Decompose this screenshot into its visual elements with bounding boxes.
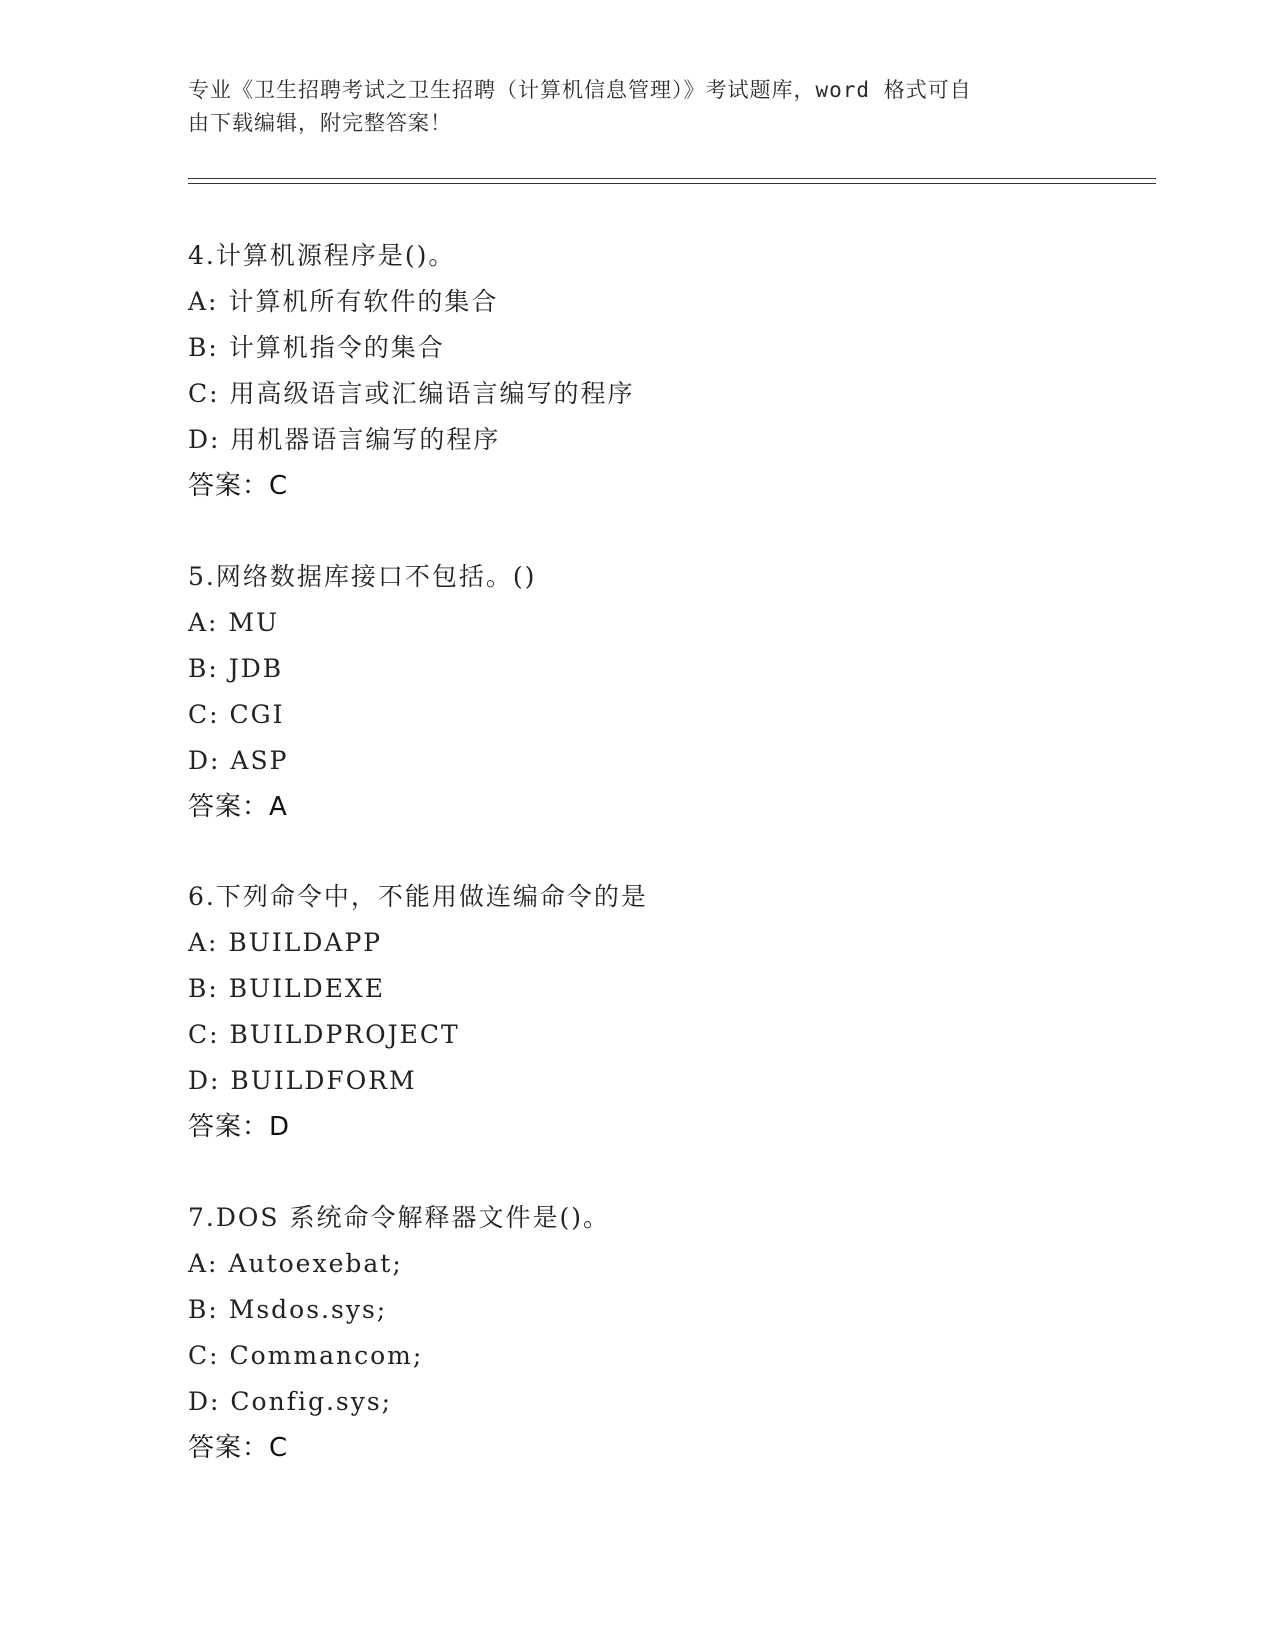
header-divider-bottom: [188, 183, 1156, 184]
answer-line: 答案：A: [188, 792, 288, 822]
option-a: A: Autoexebat;: [188, 1249, 403, 1278]
question-stem: 5.网络数据库接口不包括。(): [188, 562, 537, 591]
option-a: A: BUILDAPP: [188, 928, 383, 957]
question-7: [188, 1195, 1088, 1471]
option-c: C: 用高级语言或汇编语言编写的程序: [188, 379, 635, 408]
answer-line: 答案：C: [188, 1433, 289, 1463]
answer-line: 答案：D: [188, 1112, 291, 1142]
option-b: B: BUILDEXE: [188, 974, 385, 1003]
option-d: D: Config.sys;: [188, 1387, 393, 1416]
question-stem: 7.DOS 系统命令解释器文件是()。: [188, 1203, 610, 1232]
option-b: B: 计算机指令的集合: [188, 333, 445, 362]
header-line-2: 由下载编辑，附完整答案！: [188, 111, 452, 135]
header-line-1: 专业《卫生招聘考试之卫生招聘（计算机信息管理）》考试题库，word 格式可自: [188, 78, 972, 102]
answer-line: 答案：C: [188, 471, 289, 501]
question-6: [188, 874, 1088, 1150]
option-c: C: BUILDPROJECT: [188, 1020, 460, 1049]
option-d: D: 用机器语言编写的程序: [188, 425, 501, 454]
question-stem: 6.下列命令中，不能用做连编命令的是: [188, 882, 648, 911]
option-d: D: ASP: [188, 746, 289, 775]
option-c: C: Commancom;: [188, 1341, 424, 1370]
question-4: [188, 233, 1088, 509]
option-b: B: JDB: [188, 654, 284, 683]
option-a: A: MU: [188, 608, 280, 637]
option-c: C: CGI: [188, 700, 285, 729]
option-a: A: 计算机所有软件的集合: [188, 287, 499, 316]
option-b: B: Msdos.sys;: [188, 1295, 388, 1324]
question-5: [188, 554, 1088, 830]
header-divider-top: [188, 178, 1156, 179]
option-d: D: BUILDFORM: [188, 1066, 417, 1095]
question-stem: 4.计算机源程序是()。: [188, 241, 456, 270]
document-header: [188, 74, 1068, 140]
